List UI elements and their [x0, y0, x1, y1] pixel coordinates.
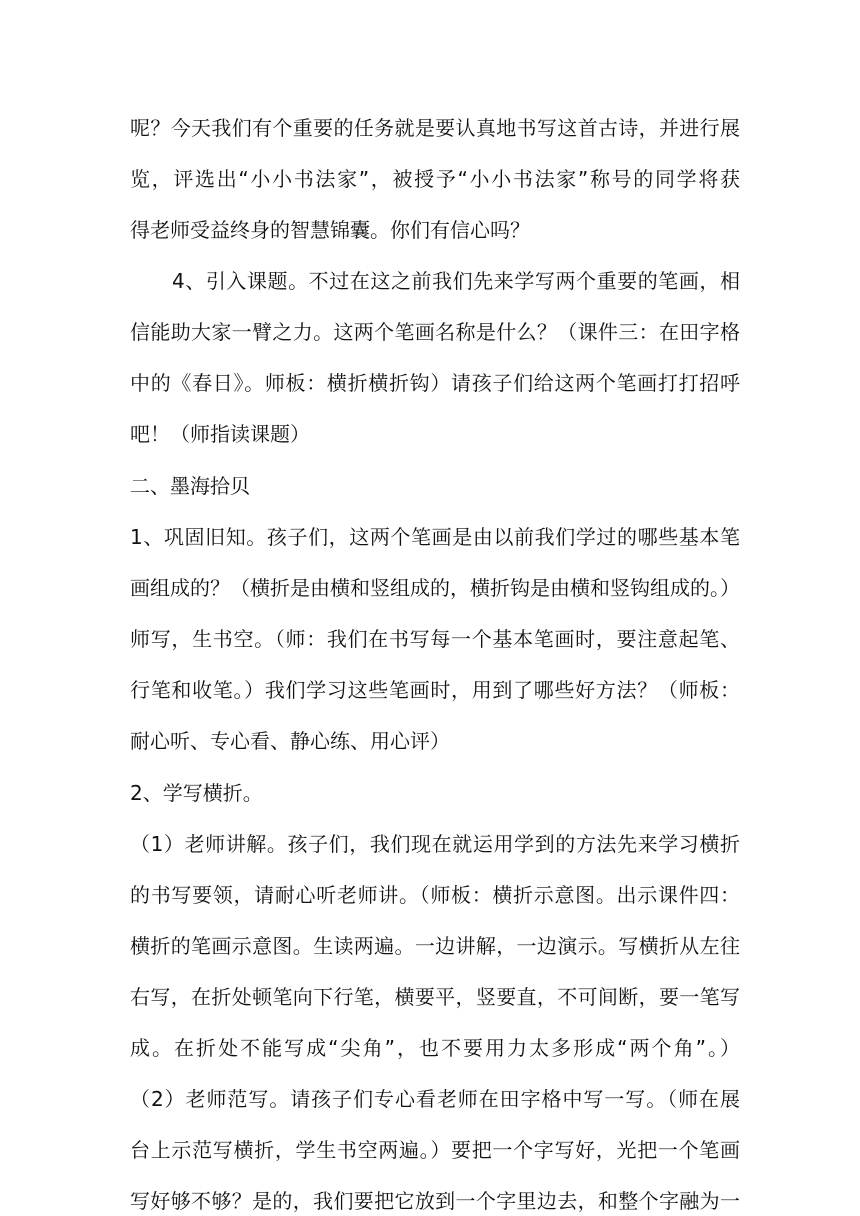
- paragraph-line: 画组成的？（横折是由横和竖组成的，横折钩是由横和竖钩组成的。）: [130, 576, 740, 600]
- paragraph-line: 耐心听、专心看、静心练、用心评）: [130, 729, 450, 753]
- paragraph-line: 1、巩固旧知。孩子们，这两个笔画是由以前我们学过的哪些基本笔: [130, 525, 740, 549]
- paragraph-line: 4、引入课题。不过在这之前我们先来学写两个重要的笔画，相: [172, 269, 740, 293]
- paragraph-line: 行笔和收笔。）我们学习这些笔画时，用到了哪些好方法？（师板：: [130, 678, 740, 702]
- paragraph-line: 得老师受益终身的智慧锦囊。你们有信心吗？: [130, 218, 530, 242]
- paragraph-line: 成。在折处不能写成“尖角”，也不要用力太多形成“两个角”。）: [130, 1036, 740, 1060]
- paragraph-line: （1）老师讲解。孩子们，我们现在就运用学到的方法先来学习横折: [130, 832, 740, 856]
- paragraph-line: 师写，生书空。（师：我们在书写每一个基本笔画时，要注意起笔、: [130, 627, 740, 651]
- paragraph-line: 呢？今天我们有个重要的任务就是要认真地书写这首古诗，并进行展: [130, 116, 740, 140]
- paragraph-line: 的书写要领，请耐心听老师讲。（师板：横折示意图。出示课件四：: [130, 883, 740, 907]
- paragraph-line: 信能助大家一臂之力。这两个笔画名称是什么？（课件三：在田字格: [130, 320, 740, 344]
- section-heading: 二、墨海拾贝: [130, 474, 250, 498]
- subsection-heading: 2、学写横折。: [130, 781, 263, 805]
- paragraph-line: 横折的笔画示意图。生读两遍。一边讲解，一边演示。写横折从左往: [130, 934, 740, 958]
- paragraph-line: （2）老师范写。请孩子们专心看老师在田字格中写一写。（师在展: [130, 1087, 740, 1111]
- paragraph-line: 览，评选出“小小书法家”，被授予“小小书法家”称号的同学将获: [130, 167, 740, 191]
- paragraph-line: 吧！（师指读课题）: [130, 422, 310, 446]
- paragraph-line: 右写，在折处顿笔向下行笔，横要平，竖要直，不可间断，要一笔写: [130, 985, 740, 1009]
- paragraph-line: 写好够不够？是的，我们要把它放到一个字里边去，和整个字融为一: [130, 1189, 740, 1213]
- paragraph-line: 中的《春日》。师板：横折横折钩）请孩子们给这两个笔画打打招呼: [130, 371, 740, 395]
- paragraph-line: 台上示范写横折，学生书空两遍。）要把一个字写好，光把一个笔画: [130, 1138, 740, 1162]
